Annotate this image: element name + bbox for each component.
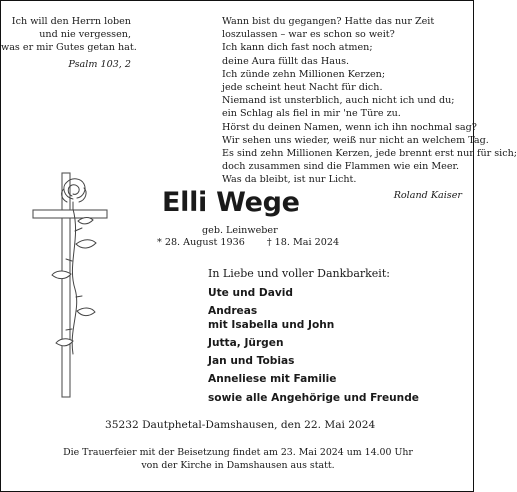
poem-quote bbox=[222, 15, 517, 202]
deceased-name: Elli Wege bbox=[162, 187, 300, 218]
birth-date: * 28. August 1936 bbox=[157, 237, 245, 248]
poem-line: Niemand ist unsterblich, auch nicht ich und du; bbox=[222, 95, 455, 107]
mourner-line: Andreas bbox=[208, 305, 258, 318]
psalm-source: Psalm 103, 2 bbox=[68, 58, 131, 70]
poem-line: Was da bleibt, ist nur Licht. bbox=[222, 174, 357, 186]
mourners-list bbox=[208, 286, 419, 405]
poem-line: Hörst du deinen Namen, wenn ich ihn nochmal sag? bbox=[222, 121, 477, 133]
poem-source: Roland Kaiser bbox=[393, 189, 462, 201]
mourner-line: Ute und David bbox=[208, 287, 293, 299]
psalm-line: und nie vergessen, bbox=[39, 29, 131, 41]
psalm-quote bbox=[1, 15, 137, 71]
poem-line: Ich zünde zehn Millionen Kerzen; bbox=[222, 68, 386, 80]
mourner-line: sowie alle Angehörige und Freunde bbox=[208, 391, 419, 404]
poem-line: Wir sehen uns wieder, weiß nur nicht an welchem Tag. bbox=[222, 134, 489, 146]
mourner-line: Anneliese mit Familie bbox=[208, 373, 337, 386]
mourner-line: Jan und Tobias bbox=[208, 355, 295, 368]
poem-line: ein Schlag als fiel in mir 'ne Türe zu. bbox=[222, 108, 401, 120]
life-dates bbox=[157, 237, 339, 248]
mourner-line: mit Isabella und John bbox=[208, 319, 335, 332]
poem-line: Wann bist du gegangen? Hatte das nur Zeit bbox=[222, 16, 435, 27]
psalm-line: was er mir Gutes getan hat. bbox=[1, 42, 137, 54]
mourners-intro: In Liebe und voller Dankbarkeit: bbox=[208, 267, 390, 280]
poem-line: jede scheint heut Nacht für dich. bbox=[222, 82, 383, 94]
cross-with-rose-icon bbox=[31, 169, 111, 405]
poem-line: doch zusammen sind die Flammen wie ein Meer. bbox=[222, 161, 460, 173]
poem-line: deine Aura füllt das Haus. bbox=[222, 55, 350, 67]
poem-line: Es sind zehn Millionen Kerzen, jede brennt erst nur für sich; bbox=[222, 148, 517, 160]
poem-line: loszulassen – war es schon so weit? bbox=[222, 29, 395, 41]
psalm-line: Ich will den Herrn loben bbox=[11, 16, 131, 27]
poem-line: Ich kann dich fast noch atmen; bbox=[222, 42, 373, 54]
death-date: † 18. Mai 2024 bbox=[266, 237, 340, 248]
funeral-notice bbox=[1, 447, 475, 472]
place-and-date: 35232 Dautphetal-Damshausen, den 22. Mai 2024 bbox=[105, 419, 376, 431]
funeral-line: Die Trauerfeier mit der Beisetzung findet am 23. Mai 2024 um 14.00 Uhr bbox=[63, 447, 413, 458]
funeral-line: von der Kirche in Damshausen aus statt. bbox=[141, 459, 335, 471]
mourner-line: Jutta, Jürgen bbox=[208, 337, 284, 350]
maiden-name: geb. Leinweber bbox=[202, 225, 278, 236]
